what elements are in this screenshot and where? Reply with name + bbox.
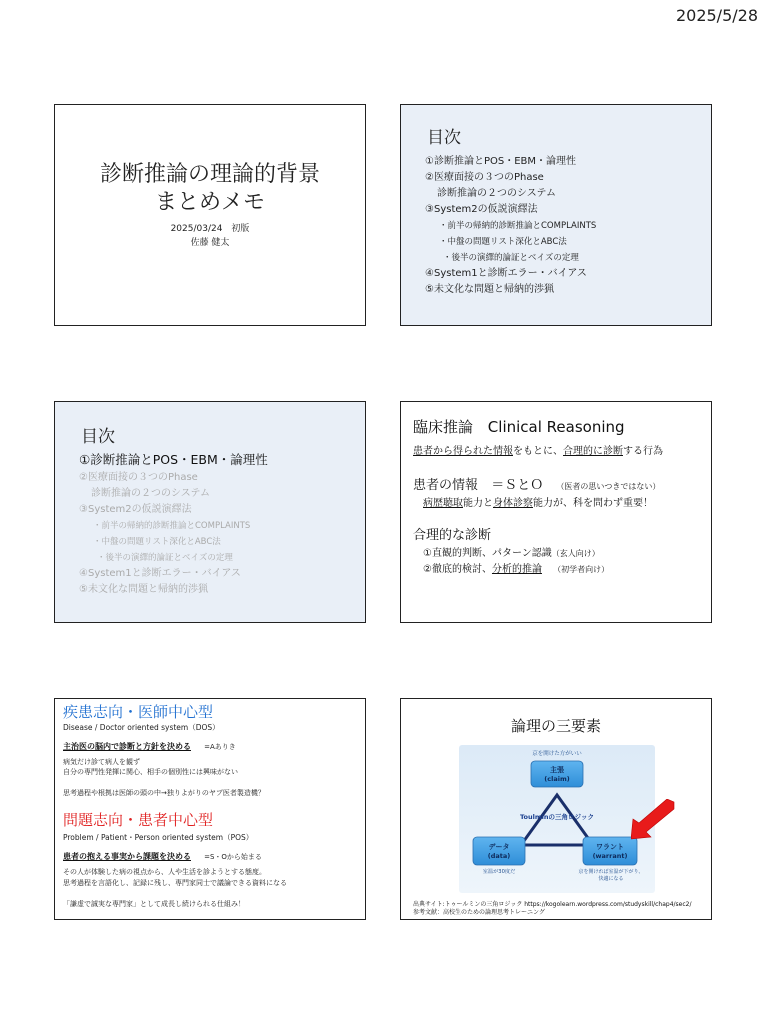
dos-title: 疾患志向・医師中心型 bbox=[63, 703, 214, 721]
data-ja: データ bbox=[488, 843, 510, 851]
data-note: 室温が30度だ bbox=[482, 869, 516, 875]
toc-item: ・中盤の問題リスト深化とABC法 bbox=[93, 537, 221, 547]
toc-item: ・後半の演繹的論証とベイズの定理 bbox=[97, 553, 233, 563]
rational-heading: 合理的な診断 bbox=[413, 528, 492, 543]
reference-book: 参考文献：高校生のための論理思考トレーニング bbox=[413, 909, 545, 916]
pos-title: 問題志向・患者中心型 bbox=[63, 811, 214, 829]
slide-toc bbox=[400, 104, 712, 326]
r2-text: ②徹底的検討、 bbox=[423, 564, 492, 575]
warrant-en: (warrant) bbox=[592, 852, 628, 860]
info-eq: ＝ＳとＯ bbox=[491, 478, 544, 493]
toulmin-title: 論理の三要素 bbox=[510, 717, 601, 735]
r1-text: ①直観的判断、パターン認識 bbox=[423, 548, 552, 559]
r1-note: （玄人向け） bbox=[551, 549, 600, 558]
toc-item: ⑤未文化な問題と帰納的渉猟 bbox=[425, 284, 554, 295]
r2-note: （初学者向け） bbox=[553, 565, 610, 574]
dos-definition bbox=[63, 734, 236, 753]
dos-line: 思考過程や根拠は医師の頭の中→独りよがりのヤブ医者製造機？ bbox=[63, 789, 265, 797]
toc-item: ・前半の帰納的診断推論とCOMPLAINTS bbox=[439, 221, 597, 231]
toc-item: ③System2の仮説演繹法 bbox=[425, 204, 538, 215]
page-date: 2025/5/28 bbox=[675, 6, 758, 25]
toc-item: ・後半の演繹的論証とベイズの定理 bbox=[443, 253, 579, 263]
toc-item-active: ①診断推論とPOS・EBM・論理性 bbox=[79, 452, 268, 467]
toc-item: 診断推論の２つのシステム bbox=[91, 488, 210, 499]
toc-item: ・中盤の問題リスト深化とABC法 bbox=[439, 237, 567, 247]
title-meta bbox=[55, 222, 365, 250]
toc-item: ④System1と診断エラー・バイアス bbox=[79, 568, 241, 579]
def-part: 患者から得られた情報 bbox=[413, 446, 513, 457]
warrant-ja: ワラント bbox=[596, 843, 624, 851]
warrant-box bbox=[583, 837, 637, 865]
cr-heading-ja: 臨床推論 bbox=[413, 418, 474, 436]
dos-line: 病気だけ診て病人を観ず bbox=[63, 758, 140, 766]
claim-box bbox=[531, 761, 583, 787]
center-label: Toulminの三角ロジック bbox=[519, 813, 595, 821]
toc-item: ②医療面接の３つのPhase bbox=[425, 172, 544, 183]
toc-list bbox=[79, 450, 361, 598]
slide-clinical-reasoning bbox=[400, 401, 712, 623]
source-citation bbox=[413, 901, 692, 917]
pos-after: =S・Oから始まる bbox=[204, 853, 262, 861]
info-label: 患者の情報 bbox=[413, 478, 479, 493]
skill-part: 能力が、科を問わず重要！ bbox=[533, 498, 653, 509]
title-line-2: まとめメモ bbox=[154, 190, 265, 215]
toulmin-diagram bbox=[459, 745, 655, 893]
cr-heading bbox=[413, 416, 625, 437]
slide-toc-highlight bbox=[54, 401, 366, 623]
toc-item: ①診断推論とPOS・EBM・論理性 bbox=[425, 156, 577, 167]
toc-item: ③System2の仮説演繹法 bbox=[79, 504, 192, 515]
claim-en: (claim) bbox=[544, 775, 570, 783]
dos-bold: 主治医の脳内で診断と方針を決める bbox=[63, 742, 191, 751]
r2-underlined: 分析的推論 bbox=[491, 564, 542, 575]
info-note: （医者の思いつきではない） bbox=[556, 482, 661, 491]
slide-dos-pos bbox=[54, 698, 366, 920]
rational-item-1 bbox=[423, 544, 600, 559]
toc-item: ④System1と診断エラー・バイアス bbox=[425, 268, 587, 279]
dos-english: Disease / Doctor oriented system（DOS） bbox=[63, 723, 220, 732]
edition-date: 2025/03/24 初版 bbox=[170, 224, 250, 234]
warrant-note: 京を開ければ室温が下がり、 bbox=[578, 869, 644, 875]
dos-line: 自分の専門性発揮に関心、相手の個別性には興味がない bbox=[63, 768, 238, 776]
red-arrow-icon bbox=[631, 799, 677, 841]
skill-part: 身体診察 bbox=[493, 498, 533, 509]
def-part: をもとに、 bbox=[513, 446, 563, 457]
data-box bbox=[473, 837, 525, 865]
pos-english: Problem / Patient・Person oriented system（POS） bbox=[63, 833, 254, 842]
toc-heading: 目次 bbox=[427, 128, 461, 148]
dos-after: =Aありき bbox=[204, 743, 236, 751]
pos-definition bbox=[63, 844, 262, 863]
rational-item-2 bbox=[423, 560, 609, 575]
def-part: する行為 bbox=[623, 446, 663, 457]
pos-line: 「謙虚で誠実な専門家」として成長し続けられる仕組み！ bbox=[63, 900, 245, 908]
skill-part: 能力と bbox=[463, 498, 493, 509]
title-line-1: 診断推論の理論的背景 bbox=[99, 162, 320, 187]
slide-toulmin bbox=[400, 698, 712, 920]
patient-info-line bbox=[413, 474, 660, 493]
skill-part: 病歴聴取 bbox=[423, 498, 463, 509]
source-site: 出典サイト:トゥールミンの三角ロジック https://kogolearn.wordpress.com/studyskill/chap4/sec2/ bbox=[413, 901, 692, 908]
toc-item: 診断推論の２つのシステム bbox=[437, 188, 556, 199]
toc-list bbox=[425, 154, 707, 298]
pos-bold: 患者の抱える事実から課題を決める bbox=[63, 852, 191, 861]
cr-heading-en: Clinical Reasoning bbox=[487, 418, 625, 436]
toc-item: ⑤未文化な問題と帰納的渉猟 bbox=[79, 584, 208, 595]
def-part: 合理的に診断 bbox=[563, 446, 623, 457]
toc-item: ・前半の帰納的診断推論とCOMPLAINTS bbox=[93, 521, 251, 531]
data-en: (data) bbox=[487, 852, 511, 860]
slide-title-heading bbox=[55, 161, 365, 217]
pos-line: その人が体験した病の視点から、人や生活を診ようとする態度。 bbox=[63, 868, 266, 876]
cr-definition bbox=[413, 442, 663, 457]
pos-line: 思考過程を言語化し、記録に残し、専門家同士で議論できる資料になる bbox=[63, 879, 287, 887]
toc-heading: 目次 bbox=[81, 427, 115, 447]
author-name: 佐藤 健太 bbox=[190, 238, 230, 248]
skills-line bbox=[423, 494, 653, 509]
warrant-note: 快適になる bbox=[598, 876, 624, 882]
toc-item: ②医療面接の３つのPhase bbox=[79, 472, 198, 483]
claim-ja: 主張 bbox=[550, 766, 564, 774]
top-note: 京を開けた方がいい bbox=[532, 751, 582, 757]
slide-title bbox=[54, 104, 366, 326]
